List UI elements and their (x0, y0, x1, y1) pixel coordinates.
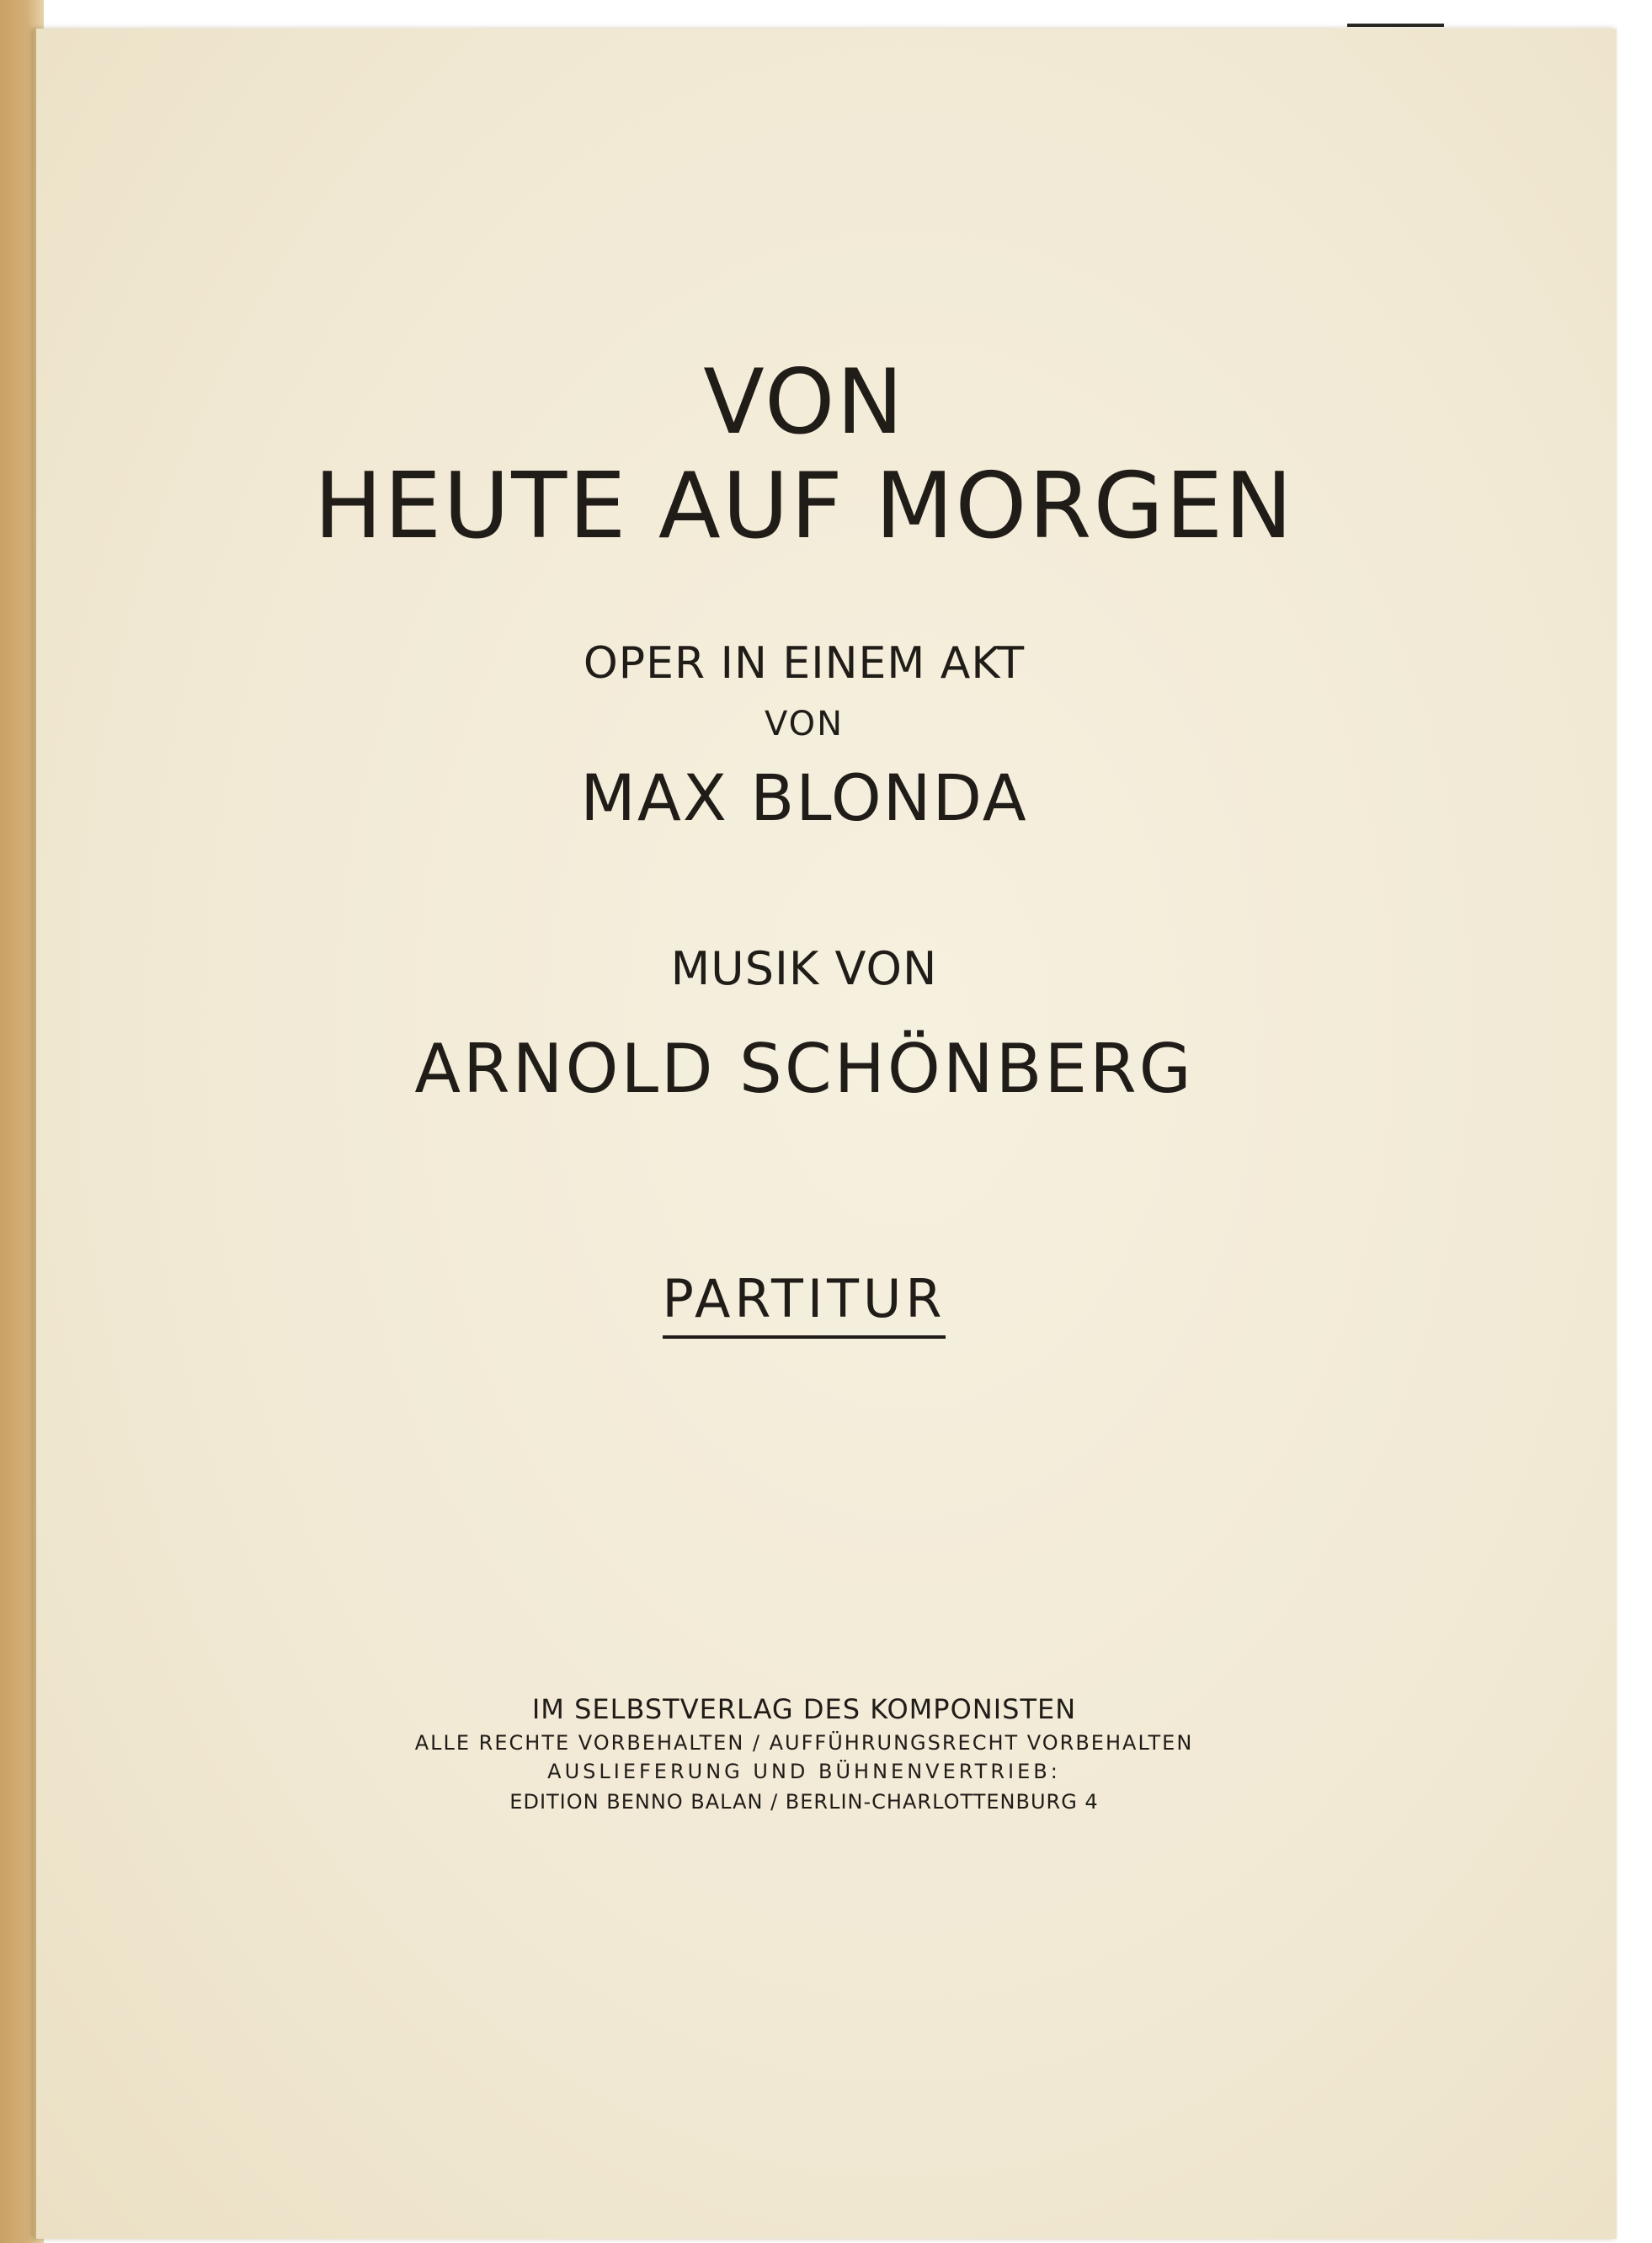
publisher-line: IM SELBSTVERLAG DES KOMPONISTEN (531, 1693, 1077, 1725)
composer-name: ARNOLD SCHÖNBERG (414, 1030, 1194, 1108)
distribution-line: AUSLIEFERUNG UND BÜHNENVERTRIEB: (547, 1760, 1061, 1783)
top-edge-mark (1347, 24, 1444, 27)
title-line-1: VON (703, 350, 905, 454)
title-line-2: HEUTE AUF MORGEN (313, 454, 1295, 559)
rights-line: ALLE RECHTE VORBEHALTEN / AUFFÜHRUNGSRECHT VORBEHALTEN (414, 1731, 1194, 1755)
music-by-label: MUSIK VON (670, 942, 938, 995)
score-type-block (168, 1268, 1440, 1339)
subtitle: OPER IN EINEM AKT (583, 638, 1026, 689)
score-type-label: PARTITUR (663, 1273, 946, 1339)
edition-line: EDITION BENNO BALAN / BERLIN-CHARLOTTENBURG 4 (509, 1790, 1099, 1814)
by-label: VON (764, 705, 845, 743)
librettist-name: MAX BLONDA (580, 760, 1028, 835)
